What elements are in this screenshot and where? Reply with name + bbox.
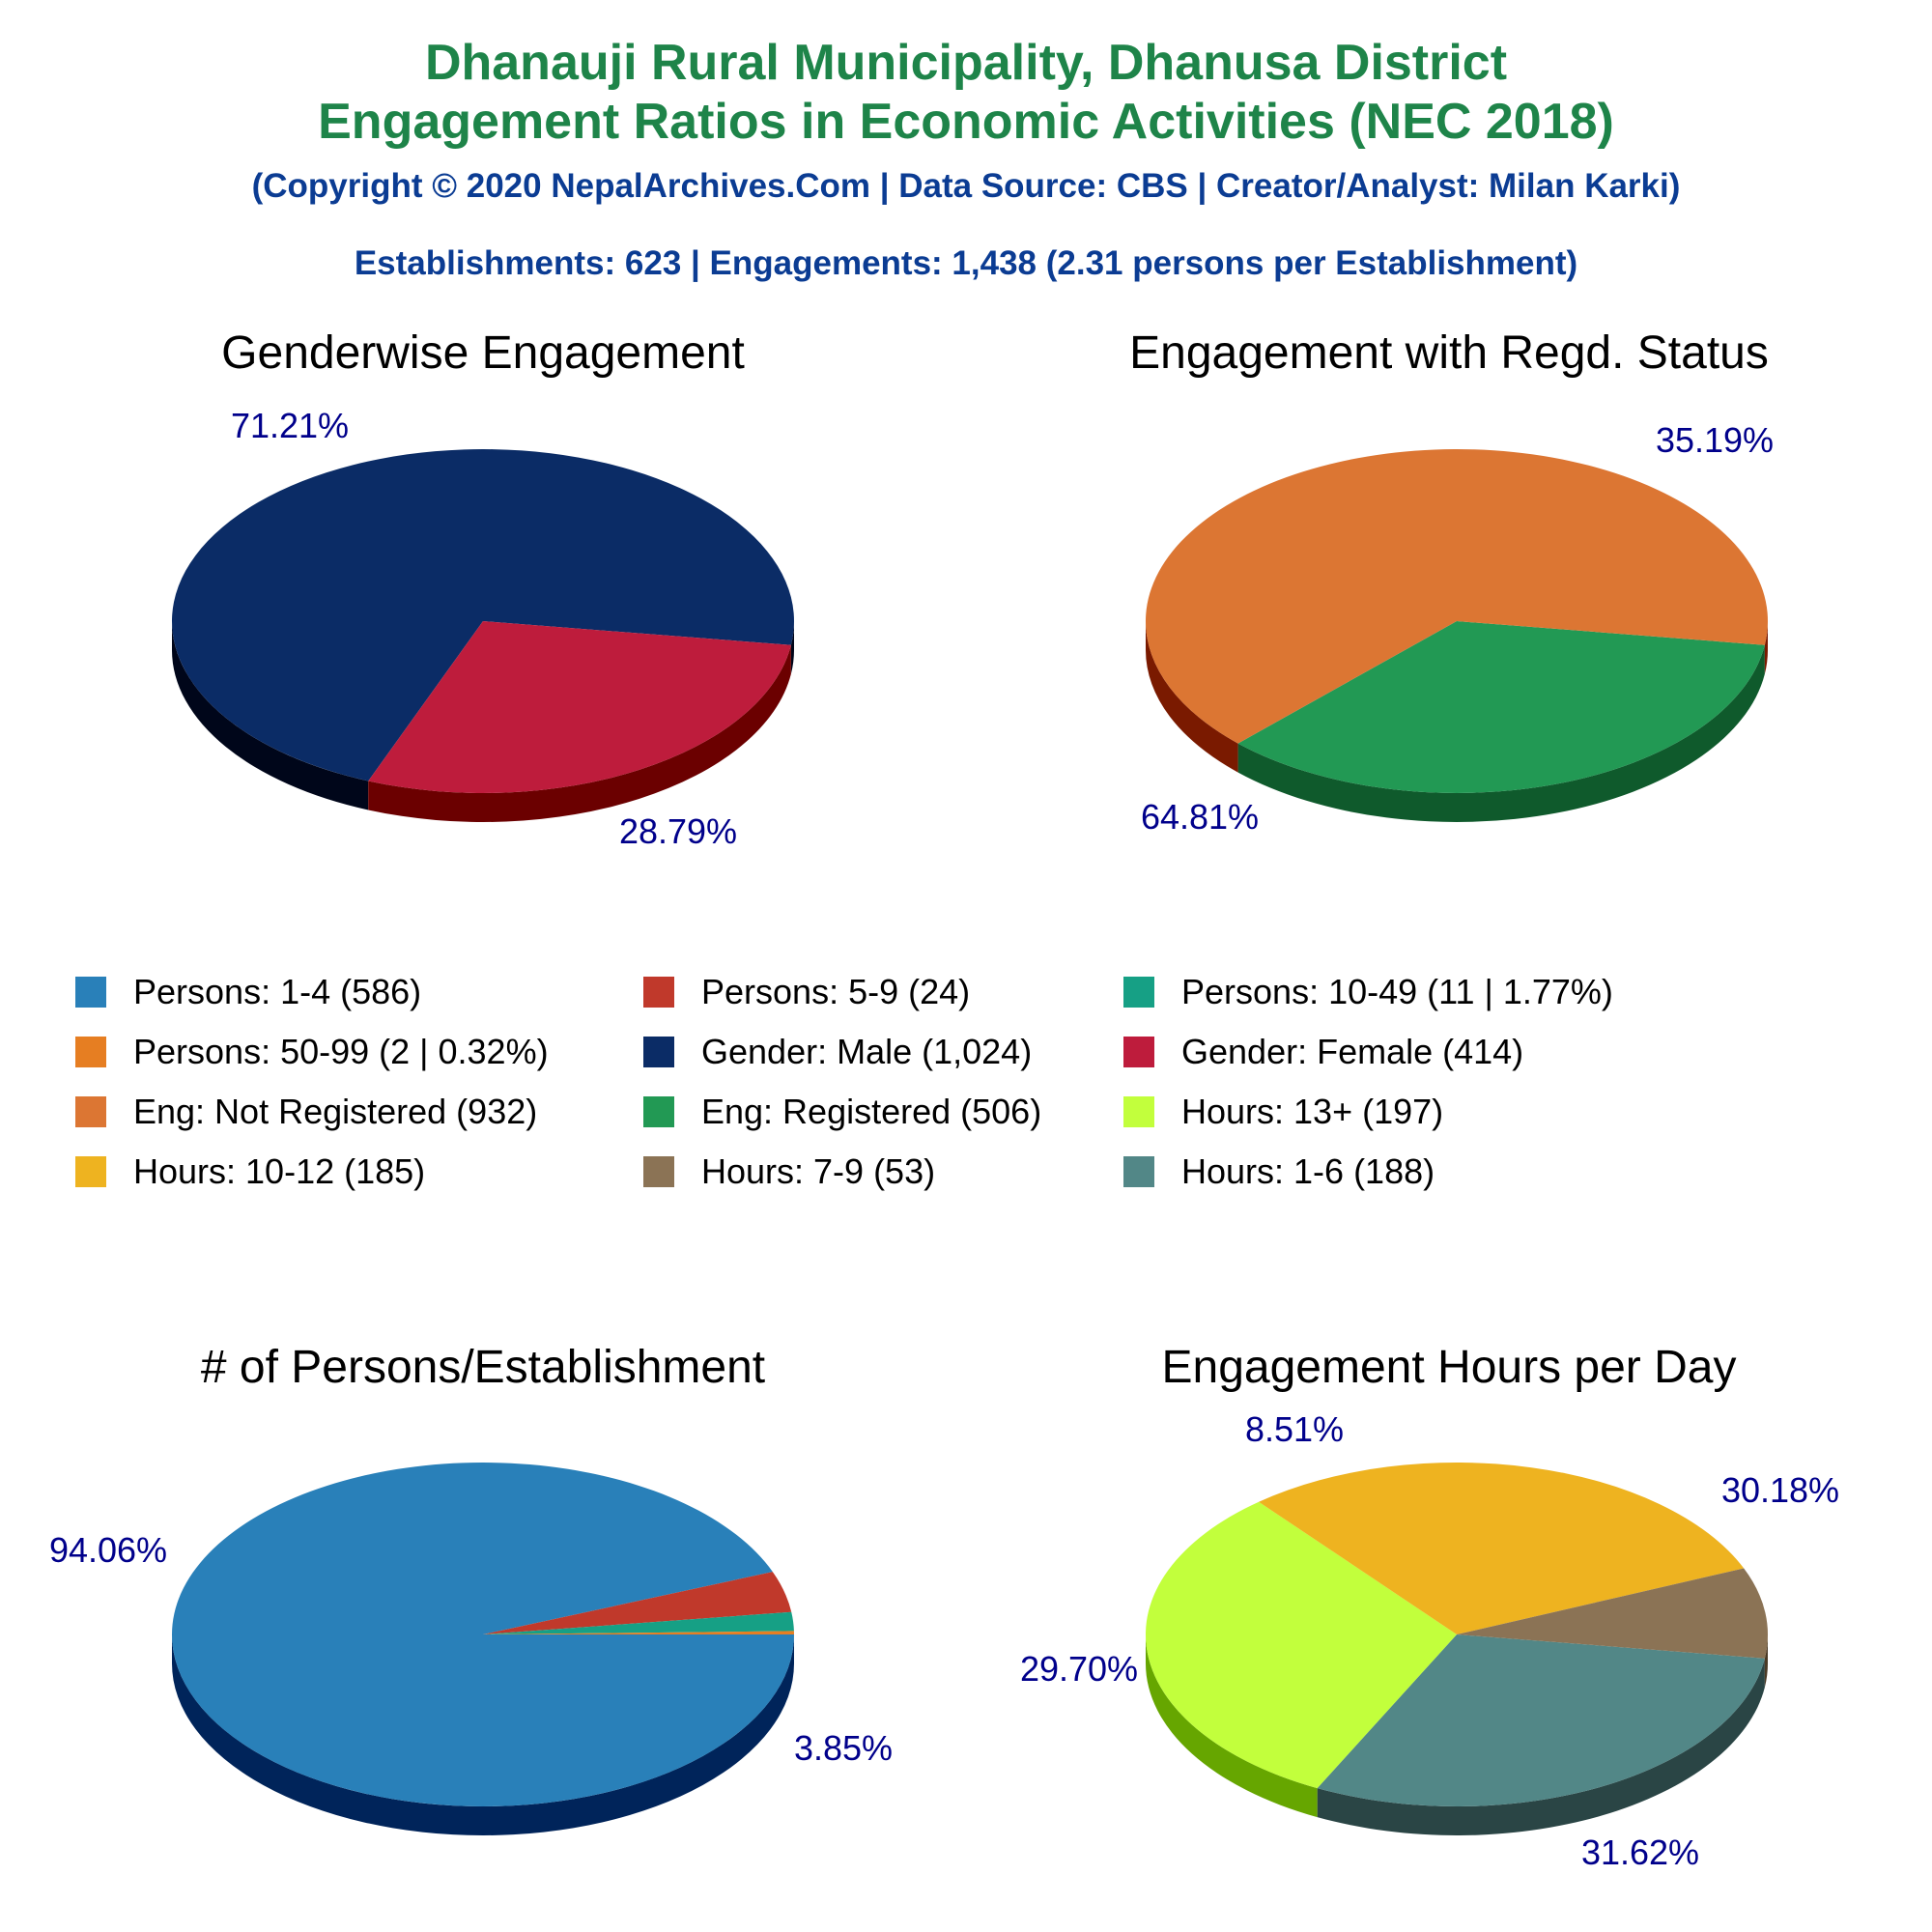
legend-label: Gender: Male (1,024) [701,1032,1033,1071]
legend-label: Hours: 7-9 (53) [701,1151,936,1191]
legend-swatch [1123,1156,1154,1187]
legend-label: Eng: Not Registered (932) [133,1092,538,1131]
legend-swatch [75,1156,106,1187]
legend-label: Hours: 10-12 (185) [133,1151,426,1191]
legend-item [75,1088,537,1136]
legend-label: Persons: 1-4 (586) [133,972,422,1011]
legend-item [643,1148,935,1196]
legend-item [75,1028,549,1076]
pie-percent-label: 30.18% [1720,1470,1840,1510]
pie-percent-label: 94.06% [48,1530,168,1570]
legend-label: Hours: 1-6 (188) [1181,1151,1435,1191]
pie-percent-label: 3.85% [793,1728,894,1768]
pie-percent-label: 35.19% [1655,420,1775,460]
summary-line: Establishments: 623 | Engagements: 1,438 (2.31 persons per Establishment) [354,244,1578,282]
copyright-line: (Copyright © 2020 NepalArchives.Com | Data Source: CBS | Creator/Analyst: Milan Karki) [251,167,1681,205]
legend-swatch [75,1037,106,1067]
legend-item [643,968,970,1016]
pie-chart [49,1463,893,1835]
legend-label: Gender: Female (414) [1181,1032,1524,1071]
legend-item [75,968,421,1016]
legend-label: Hours: 13+ (197) [1181,1092,1444,1131]
pie-title-gender: Genderwise Engagement [221,327,745,379]
legend-swatch [643,1096,674,1127]
pie-percent-label: 8.51% [1244,1409,1345,1449]
pie-chart [1020,1409,1839,1872]
legend-swatch [643,1037,674,1067]
pie-percent-label: 71.21% [230,406,350,445]
legend-swatch [1123,1096,1154,1127]
legend-swatch [643,1156,674,1187]
chart-title-line2: Engagement Ratios in Economic Activities (NEC 2018) [318,94,1614,150]
legend-label: Eng: Registered (506) [701,1092,1042,1131]
chart-title-line1: Dhanauji Rural Municipality, Dhanusa District [424,35,1508,91]
pie-title-hours: Engagement Hours per Day [1161,1342,1737,1393]
pie-percent-label: 31.62% [1580,1833,1700,1872]
legend-item [643,1028,1032,1076]
legend-item [1123,1088,1443,1136]
legend-item [75,1148,425,1196]
pie-percent-label: 28.79% [618,811,738,851]
pie-title-persons: # of Persons/Establishment [200,1342,766,1393]
legend-item [643,1088,1041,1136]
pie-percent-label: 29.70% [1019,1649,1139,1689]
pie-title-registration: Engagement with Regd. Status [1129,327,1769,379]
legend-swatch [643,977,674,1008]
pie-chart [172,406,794,851]
legend-swatch [75,977,106,1008]
legend-item [1123,1148,1435,1196]
legend-swatch [1123,1037,1154,1067]
pie-chart [1141,420,1774,837]
pie-percent-label: 64.81% [1140,797,1260,837]
legend-item [1123,1028,1523,1076]
legend-swatch [1123,977,1154,1008]
legend-label: Persons: 10-49 (11 | 1.77%) [1181,972,1613,1011]
legend-item [1123,968,1613,1016]
legend-label: Persons: 5-9 (24) [701,972,971,1011]
legend-label: Persons: 50-99 (2 | 0.32%) [133,1032,549,1071]
legend-swatch [75,1096,106,1127]
